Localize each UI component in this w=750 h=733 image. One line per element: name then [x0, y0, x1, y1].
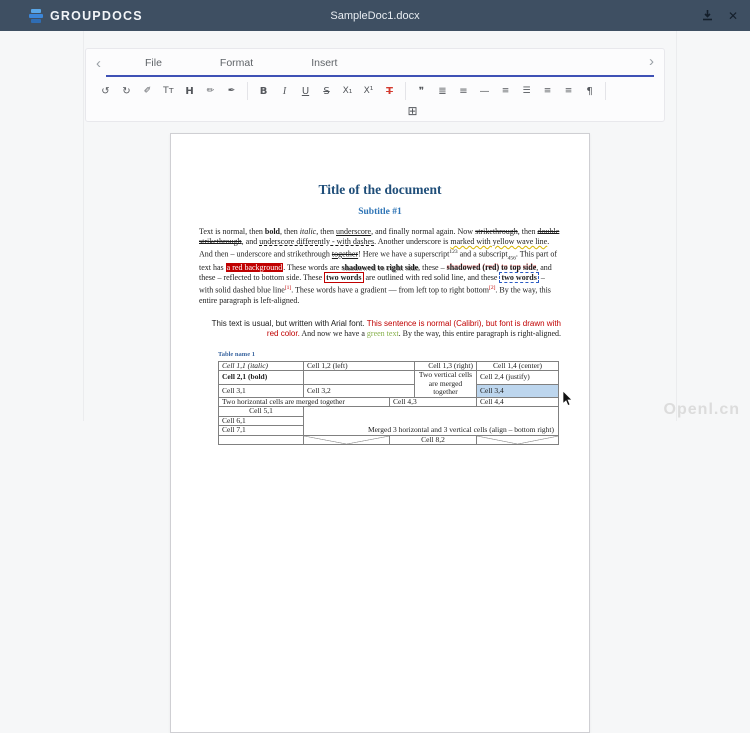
document-filename: SampleDoc1.docx	[330, 9, 420, 22]
text-run: green text	[366, 328, 399, 338]
app-logo-text: GROUPDOCS	[50, 8, 143, 23]
tabs-scroll-right-button[interactable]	[649, 54, 654, 69]
bullet-list-button[interactable]	[453, 82, 474, 100]
text-run: marked with yellow wave line	[450, 237, 548, 246]
table-cell[interactable]: Cell 6,1	[219, 416, 304, 426]
table-row	[219, 361, 559, 371]
underline-icon: U	[301, 85, 310, 97]
ordered-list-icon: ≣	[438, 85, 447, 97]
align-center-icon: ≡	[501, 86, 510, 96]
paragraph-fonts-demo	[199, 319, 561, 339]
editor-toolbar	[85, 48, 665, 122]
watermark: Openl.cn	[663, 401, 740, 418]
document-page[interactable]	[170, 133, 590, 733]
clear-formatting-icon: T	[386, 85, 393, 97]
text-run: ! Here we have a superscript	[358, 249, 450, 259]
font-size-button[interactable]	[158, 82, 179, 100]
doc-subtitle: Subtitle #1	[358, 207, 402, 217]
bold-button[interactable]	[253, 82, 274, 100]
table-cell[interactable]: Cell 8,2	[390, 435, 477, 445]
table-cell[interactable]	[304, 435, 390, 445]
tab-format[interactable]: Format	[216, 55, 257, 71]
text-run: underscore	[336, 227, 372, 236]
text-run: underscore differently - with dashes	[259, 237, 375, 246]
align-right-icon: ≡	[564, 86, 573, 96]
redo-button[interactable]	[116, 82, 137, 100]
heading-icon: H	[185, 85, 194, 97]
tab-file[interactable]: File	[141, 55, 166, 71]
close-icon: ✕	[727, 8, 738, 23]
tab-insert[interactable]: Insert	[307, 55, 341, 71]
redo-icon: ↻	[122, 85, 131, 97]
table-cell[interactable]	[304, 371, 415, 384]
mouse-cursor	[562, 390, 574, 408]
table-cell[interactable]: Cell 3,2	[304, 384, 415, 397]
text-run: two words	[501, 273, 537, 283]
text-run: – with solid dashed blue line	[199, 273, 545, 295]
table-cell[interactable]: Cell 4,3	[390, 397, 477, 407]
text-run: Text is normal, then	[199, 227, 265, 236]
table-cell[interactable]: Cell 5,1	[219, 407, 304, 417]
toolbar-group-font	[248, 82, 406, 100]
text-run: 456	[507, 255, 516, 262]
close-button[interactable]	[728, 9, 738, 23]
text-run: , and finally normal again. Now	[371, 227, 476, 236]
table-row	[219, 371, 559, 384]
download-icon	[701, 9, 714, 22]
italic-icon: I	[282, 85, 287, 97]
table-row	[219, 407, 559, 417]
paragraph-marks-button[interactable]	[579, 82, 600, 100]
strikethrough-button[interactable]	[316, 82, 337, 100]
superscript-icon: X¹	[363, 86, 374, 96]
text-run: are outlined with red solid line, and these	[363, 273, 500, 283]
text-run: This sentence is normal (Calibri), but font is drawn with red color.	[266, 318, 561, 338]
text-run: [2]	[489, 285, 496, 292]
ordered-list-button[interactable]	[432, 82, 453, 100]
text-run: 123	[449, 249, 458, 255]
clear-formatting-button[interactable]	[379, 82, 400, 100]
text-run: , and	[241, 237, 260, 246]
blockquote-icon: ❞	[418, 85, 425, 97]
horizontal-rule-icon: —	[479, 85, 490, 97]
tabs	[141, 55, 341, 71]
download-button[interactable]	[701, 9, 714, 22]
text-run: , these –	[418, 263, 447, 273]
text-run: . By the way, this entire paragraph is right-aligned.	[398, 328, 561, 338]
table-cell[interactable]: Cell 3,1	[219, 384, 304, 397]
chevron-left-icon: ‹	[96, 54, 101, 72]
align-left-icon: ≡	[543, 86, 552, 96]
strikethrough-icon: S	[323, 85, 330, 97]
table-cell[interactable]: Cell 1,4 (center)	[477, 361, 559, 371]
toolbar-group-history	[90, 82, 248, 100]
font-size-icon: Tт	[163, 86, 174, 96]
highlight-pen-icon: ✏	[206, 86, 215, 96]
text-run: . And then – underscore and strikethrough	[199, 237, 550, 259]
text-run: , then	[316, 227, 337, 236]
tabs-scroll-left-button[interactable]	[96, 56, 101, 71]
groupdocs-logo-icon	[28, 8, 44, 24]
underline-button[interactable]	[295, 82, 316, 100]
text-run: , then	[280, 227, 300, 236]
blockquote-button[interactable]	[411, 82, 432, 100]
text-run: This text is usual, but written with Arial font.	[211, 318, 367, 328]
text-run: And now we have a	[299, 328, 367, 338]
text-run: together	[331, 249, 359, 259]
text-run: , and these – reflected to bottom side. These	[199, 263, 552, 283]
text-run: a red background	[226, 263, 283, 273]
text-run: and a subscript	[457, 249, 508, 259]
format-painter-icon: ✐	[143, 86, 152, 96]
insert-table-button[interactable]	[402, 102, 423, 120]
table-cell[interactable]	[477, 435, 559, 445]
window-controls	[701, 9, 738, 23]
text-run: . Another underscore is	[374, 237, 451, 246]
text-run: , then	[517, 227, 538, 236]
undo-icon: ↺	[101, 85, 110, 97]
table-cell[interactable]: Cell 2,4 (justify)	[477, 371, 559, 384]
table-row	[219, 435, 559, 445]
table-caption: Table name 1	[218, 350, 255, 358]
toolbar-row-1	[86, 77, 664, 100]
panel-edge-left	[83, 31, 84, 421]
text-run: . This part of text has	[199, 249, 558, 273]
paragraph-marks-icon: ¶	[586, 85, 593, 97]
text-run: . By the way, this entire paragraph is left-aligned.	[199, 285, 551, 305]
text-run: [1]	[284, 285, 292, 292]
text-run: shadowed to right side	[341, 263, 419, 273]
align-justify-button[interactable]	[516, 82, 537, 100]
font-color-pen-icon: ✒	[227, 86, 236, 96]
tab-underline	[106, 75, 654, 77]
doc-title: Title of the document	[318, 182, 442, 197]
subscript-button[interactable]	[337, 82, 358, 100]
table-cell[interactable]: Cell 4,4	[477, 397, 559, 407]
highlight-pen-button[interactable]	[200, 82, 221, 100]
heading-button[interactable]	[179, 82, 200, 100]
text-run: two words	[326, 273, 362, 283]
subscript-icon: X₁	[342, 86, 353, 96]
tab-bar	[86, 49, 664, 77]
table-cell[interactable]: Cell 7,1	[219, 426, 304, 436]
bullet-list-icon: ≡	[459, 85, 468, 97]
document-content	[171, 134, 589, 445]
chevron-right-icon: ›	[649, 53, 654, 70]
font-color-pen-button[interactable]	[221, 82, 242, 100]
titlebar	[0, 0, 750, 31]
text-run: . These words are	[283, 263, 342, 273]
align-left-button[interactable]	[537, 82, 558, 100]
text-run: bold	[264, 227, 280, 236]
text-run: strikethrough	[475, 227, 518, 236]
table-row	[219, 384, 559, 397]
table-cell[interactable]: Cell 1,3 (right)	[415, 361, 477, 371]
toolbar-group-paragraph	[406, 82, 606, 100]
align-center-button[interactable]	[495, 82, 516, 100]
paragraph-formatting-demo	[199, 227, 561, 306]
toolbar-row-2	[86, 100, 664, 120]
app-logo	[28, 8, 143, 24]
table-cell[interactable]: Cell 3,4	[477, 384, 559, 397]
align-justify-icon: ☰	[522, 86, 531, 96]
table-cell[interactable]: Merged 3 horizontal and 3 vertical cells (align – bottom right)	[304, 407, 559, 436]
insert-table-icon: ⊞	[407, 104, 418, 118]
text-run: . These words have a gradient — from left top to right bottom	[291, 285, 489, 295]
table-cell[interactable]: Cell 2,1 (bold)	[219, 371, 304, 384]
table-cell[interactable]: Two horizontal cells are merged together	[219, 397, 390, 407]
format-painter-button[interactable]	[137, 82, 158, 100]
text-run: shadowed (red) to top side	[446, 263, 537, 273]
panel-edge-right	[676, 31, 677, 421]
text-run: italic	[299, 227, 317, 236]
italic-button[interactable]	[274, 82, 295, 100]
align-right-button[interactable]	[558, 82, 579, 100]
sample-table	[218, 361, 559, 446]
superscript-button[interactable]	[358, 82, 379, 100]
text-run: double strikethrough	[199, 227, 560, 246]
undo-button[interactable]	[95, 82, 116, 100]
table-cell[interactable]: Cell 1,2 (left)	[304, 361, 415, 371]
bold-icon: B	[259, 85, 268, 97]
table-cell[interactable]: Two vertical cells are merged together	[415, 371, 477, 398]
horizontal-rule-button[interactable]	[474, 82, 495, 100]
table-cell[interactable]: Cell 1,1 (italic)	[219, 361, 304, 371]
table-cell[interactable]	[219, 435, 304, 445]
